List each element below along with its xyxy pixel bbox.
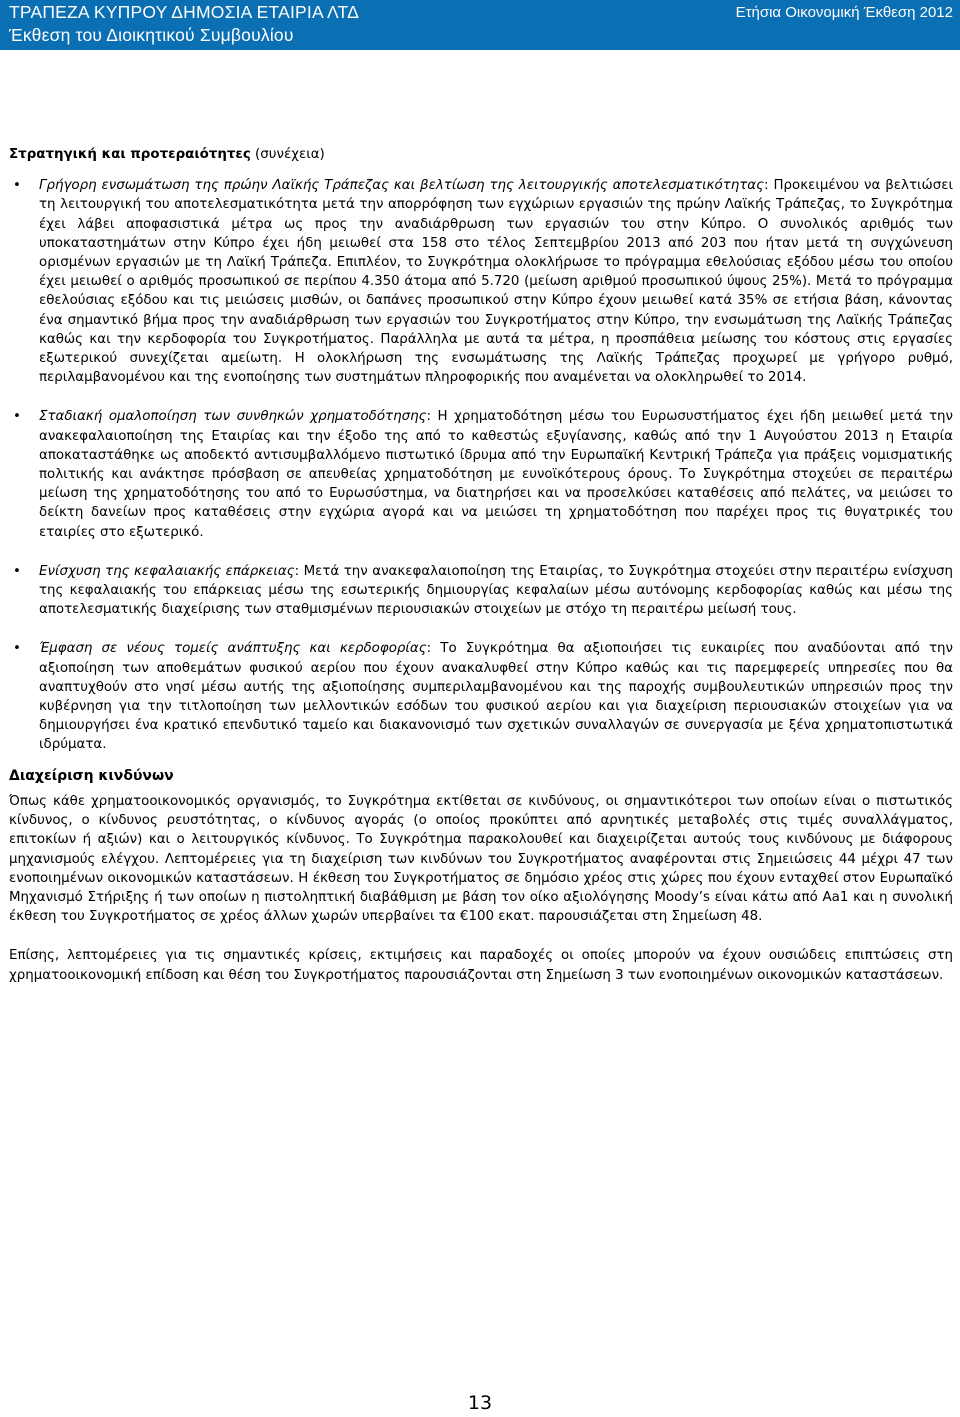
section-heading bbox=[9, 145, 953, 164]
bullet-icon: • bbox=[13, 409, 21, 425]
list-item bbox=[9, 562, 953, 620]
bullet-icon: • bbox=[13, 178, 21, 194]
bullet-icon: • bbox=[13, 641, 21, 657]
risk-paragraph-2: Επίσης, λεπτομέρειες για τις σημαντικές κρίσεις, εκτιμήσεις και παραδοχές οι οποίες μπορούν να έχουν ουσιώδεις επιπτώσεις στη χρηματοοικονομική επίδοση και θέση του Συγκροτήματος παρουσιάζονται στη Σημείωση 3 των ενοποιημένων οικονομικών καταστάσεων. bbox=[9, 948, 953, 983]
list-item-separator: : bbox=[426, 641, 432, 657]
report-title: Ετήσια Οικονομική Έκθεση 2012 bbox=[735, 4, 953, 21]
section-heading-text: Στρατηγική και προτεραιότητες bbox=[9, 147, 251, 162]
list-item-lead: Σταδιακή ομαλοποίηση των συνθηκών χρηματοδότησης bbox=[39, 409, 427, 425]
list-item-text: Το Συγκρότημα θα αξιοποιήσει τις ευκαιρίες που αναδύονται από την αξιοποίηση των αποθεμάτων φυσικού αερίου που έχουν ανακαλυφθεί στην Κύπρο καθώς και τις παρεμφερείς υπηρεσίες που θα αναπτυχθούν στο νησί μέσω αυτής της αξιοποίησης συμπεριλαμβανομένου και της παροχής συμβουλευτικών υπηρεσιών προς την κυβέρνηση για την τιτλοποίηση των μελλοντικών εσόδων του φυσικού αερίου και για διαχείριση περιουσιακών στοιχείων για να δημιουργήσει ένα κρατικό επενδυτικό ταμείο και διακανονισμό των σχετικών συναλλαγών σε συνεργασία με ξένα χρηματοπιστωτικά ιδρύματα. bbox=[39, 641, 953, 753]
risk-paragraph-1: Όπως κάθε χρηματοοικονομικός οργανισμός, το Συγκρότημα εκτίθεται σε κινδύνους, οι σημαντικότεροι των οποίων είναι ο πιστωτικός κίνδυνος, ο κίνδυνος ρευστότητας, ο κίνδυνος αγοράς (ο οποίος προκύπτει από αρνητικές μεταβολές στις τιμές συναλλάγματος, επιτοκίων ή αξιών) και ο λειτουργικός κίνδυνος. Το Συγκρότημα παρακολουθεί και διαχειρίζεται αυτούς τους κινδύνους με διάφορους μηχανισμούς ελέγχου. Λεπτομέρειες για τη διαχείριση των κινδύνων του Συγκροτήματος αναφέρονται στις Σημειώσεις 44 μέχρι 47 των ενοποιημένων οικονομικών καταστάσεων. Η έκθεση του Συγκροτήματος σε δημόσιο χρέος στις χώρες που έχουν ενταχθεί στον Ευρωπαϊκό Μηχανισμό Στήριξης ή των οποίων η πιστοληπτική διαβάθμιση με βάση τον οίκο αξιολόγησης Moody’s είναι κάτω από Aa1 και η συνολική έκθεση του Συγκροτήματος σε χρέος άλλων χωρών υπερβαίνει τα €100 εκατ. παρουσιάζεται στη Σημείωση 48. bbox=[9, 793, 953, 925]
list-item bbox=[9, 407, 953, 541]
list-item-text: Η χρηματοδότηση μέσω του Ευρωσυστήματος έχει ήδη μειωθεί μετά την ανακεφαλαιοποίηση της Εταιρίας και την έξοδο της από το καθεστώς εξυγίανσης, καθώς από την 1 Αυγούστου 2013 η Εταιρία αποκαταστάθηκε ως αποδεκτό αντισυμβαλλόμενο πιστωτικό ίδρυμα από την Ευρωπαϊκή Κεντρική Τράπεζα για πράξεις νομισματικής πολιτικής και ανάκτησε πρόσβαση σε απευθείας χρηματοδότηση με ευνοϊκότερους όρους. Το Συγκρότημα στοχεύει σε περαιτέρω μείωση της χρηματοδότησης του από το Ευρωσύστημα, να διατηρήσει και να προσελκύσει καταθέσεις από πελάτες, να μειώσει το δείκτη δανείων προς καταθέσεις στην εγχώρια αγορά και να μειώσει τη χρηματοδότηση που παρέχει προς τις θυγατρικές του εταιρίες στο εξωτερικό. bbox=[39, 409, 953, 540]
page-header bbox=[0, 0, 960, 50]
page-number: 13 bbox=[467, 1392, 493, 1414]
company-name: ΤΡΑΠΕΖΑ ΚΥΠΡΟΥ ΔΗΜΟΣΙΑ ΕΤΑΙΡΙΑ ΛΤΔ bbox=[9, 2, 360, 22]
list-item-separator: : bbox=[426, 409, 431, 425]
list-item-separator: : bbox=[764, 178, 769, 194]
section-heading-suffix: (συνέχεια) bbox=[250, 147, 325, 162]
list-item-lead: Έμφαση σε νέους τομείς ανάπτυξης και κερδοφορίας bbox=[39, 641, 427, 657]
document-body bbox=[9, 145, 953, 985]
list-item-lead: Γρήγορη ενσωμάτωση της πρώην Λαϊκής Τράπεζας και βελτίωση της λειτουργικής αποτελεσματικότητας bbox=[39, 178, 764, 194]
list-item-text: Προκειμένου να βελτιώσει τη λειτουργική του αποτελεσματικότητα μετά την απορρόφηση των εγχώριων εργασιών της πρώην Λαϊκής Τράπεζας, το Συγκρότημα έχει λάβει αποφασιστικά μέτρα ως προς την αναδιάρθρωση των εργασιών του στην Κύπρο. Ο συνολικός αριθμός των υποκαταστημάτων στην Κύπρο έχει ήδη μειωθεί στα 158 στο τέλος Σεπτεμβρίου 2013 από 203 που ήταν μετά τη συγχώνευση ορισμένων εργασιών με τη Λαϊκή Τράπεζα. Επιπλέον, το Συγκρότημα ολοκλήρωσε το πρόγραμμα εθελούσιας εξόδου μέσω του οποίου έχει μειωθεί ο αριθμός προσωπικού σε περίπου 4.350 άτομα από 5.720 (μείωση αριθμού προσωπικού ύψους 25%). Μετά το πρόγραμμα εθελούσιας εξόδου και τις μειώσεις μισθών, οι δαπάνες προσωπικού στην Κύπρο έχουν μειωθεί κατά 35% σε ετήσια βάση, κάνοντας ένα σημαντικό βήμα προς την αναδιάρθρωση των εργασιών του Συγκροτήματος στην Κύπρο, την ενσωμάτωση της Λαϊκής Τράπεζας καθώς και την κερδοφορία του Συγκροτήματος. Παράλληλα με αυτά τα μέτρα, η προσπάθεια μείωσης του κόστους στις εργασίες εξωτερικού συνεχίζεται αμείωτη. Η ολοκλήρωση της ενσωμάτωσης της Λαϊκής Τράπεζας προχωρεί με γρήγορο ρυθμό, περιλαμβανομένου και της ενοποίησης των συστημάτων πληροφορικής που αναμένεται να ολοκληρωθεί το 2014. bbox=[39, 178, 954, 386]
list-item bbox=[9, 639, 953, 754]
list-item bbox=[9, 176, 953, 387]
list-item-text: Μετά την ανακεφαλαιοποίηση της Εταιρίας, το Συγκρότημα στοχεύει στην περαιτέρω ενίσχυση της κεφαλαιακής του επάρκειας μέσω της εσωτερικής δημιουργίας κεφαλαίων μέσω αυτόνομης κερδοφορίας καθώς και μέσω της αποτελεσματικής διαχείρισης των σταθμισμένων περιουσιακών στοιχείων με στόχο τη περαιτέρω μείωσή τους. bbox=[39, 563, 953, 618]
report-section-title: Έκθεση του Διοικητικού Συμβουλίου bbox=[9, 25, 294, 45]
bullet-icon: • bbox=[13, 563, 21, 579]
list-item-lead: Ενίσχυση της κεφαλαιακής επάρκειας bbox=[39, 563, 295, 579]
list-item-separator: : bbox=[294, 563, 300, 579]
risk-heading: Διαχείριση κινδύνων bbox=[9, 767, 174, 784]
